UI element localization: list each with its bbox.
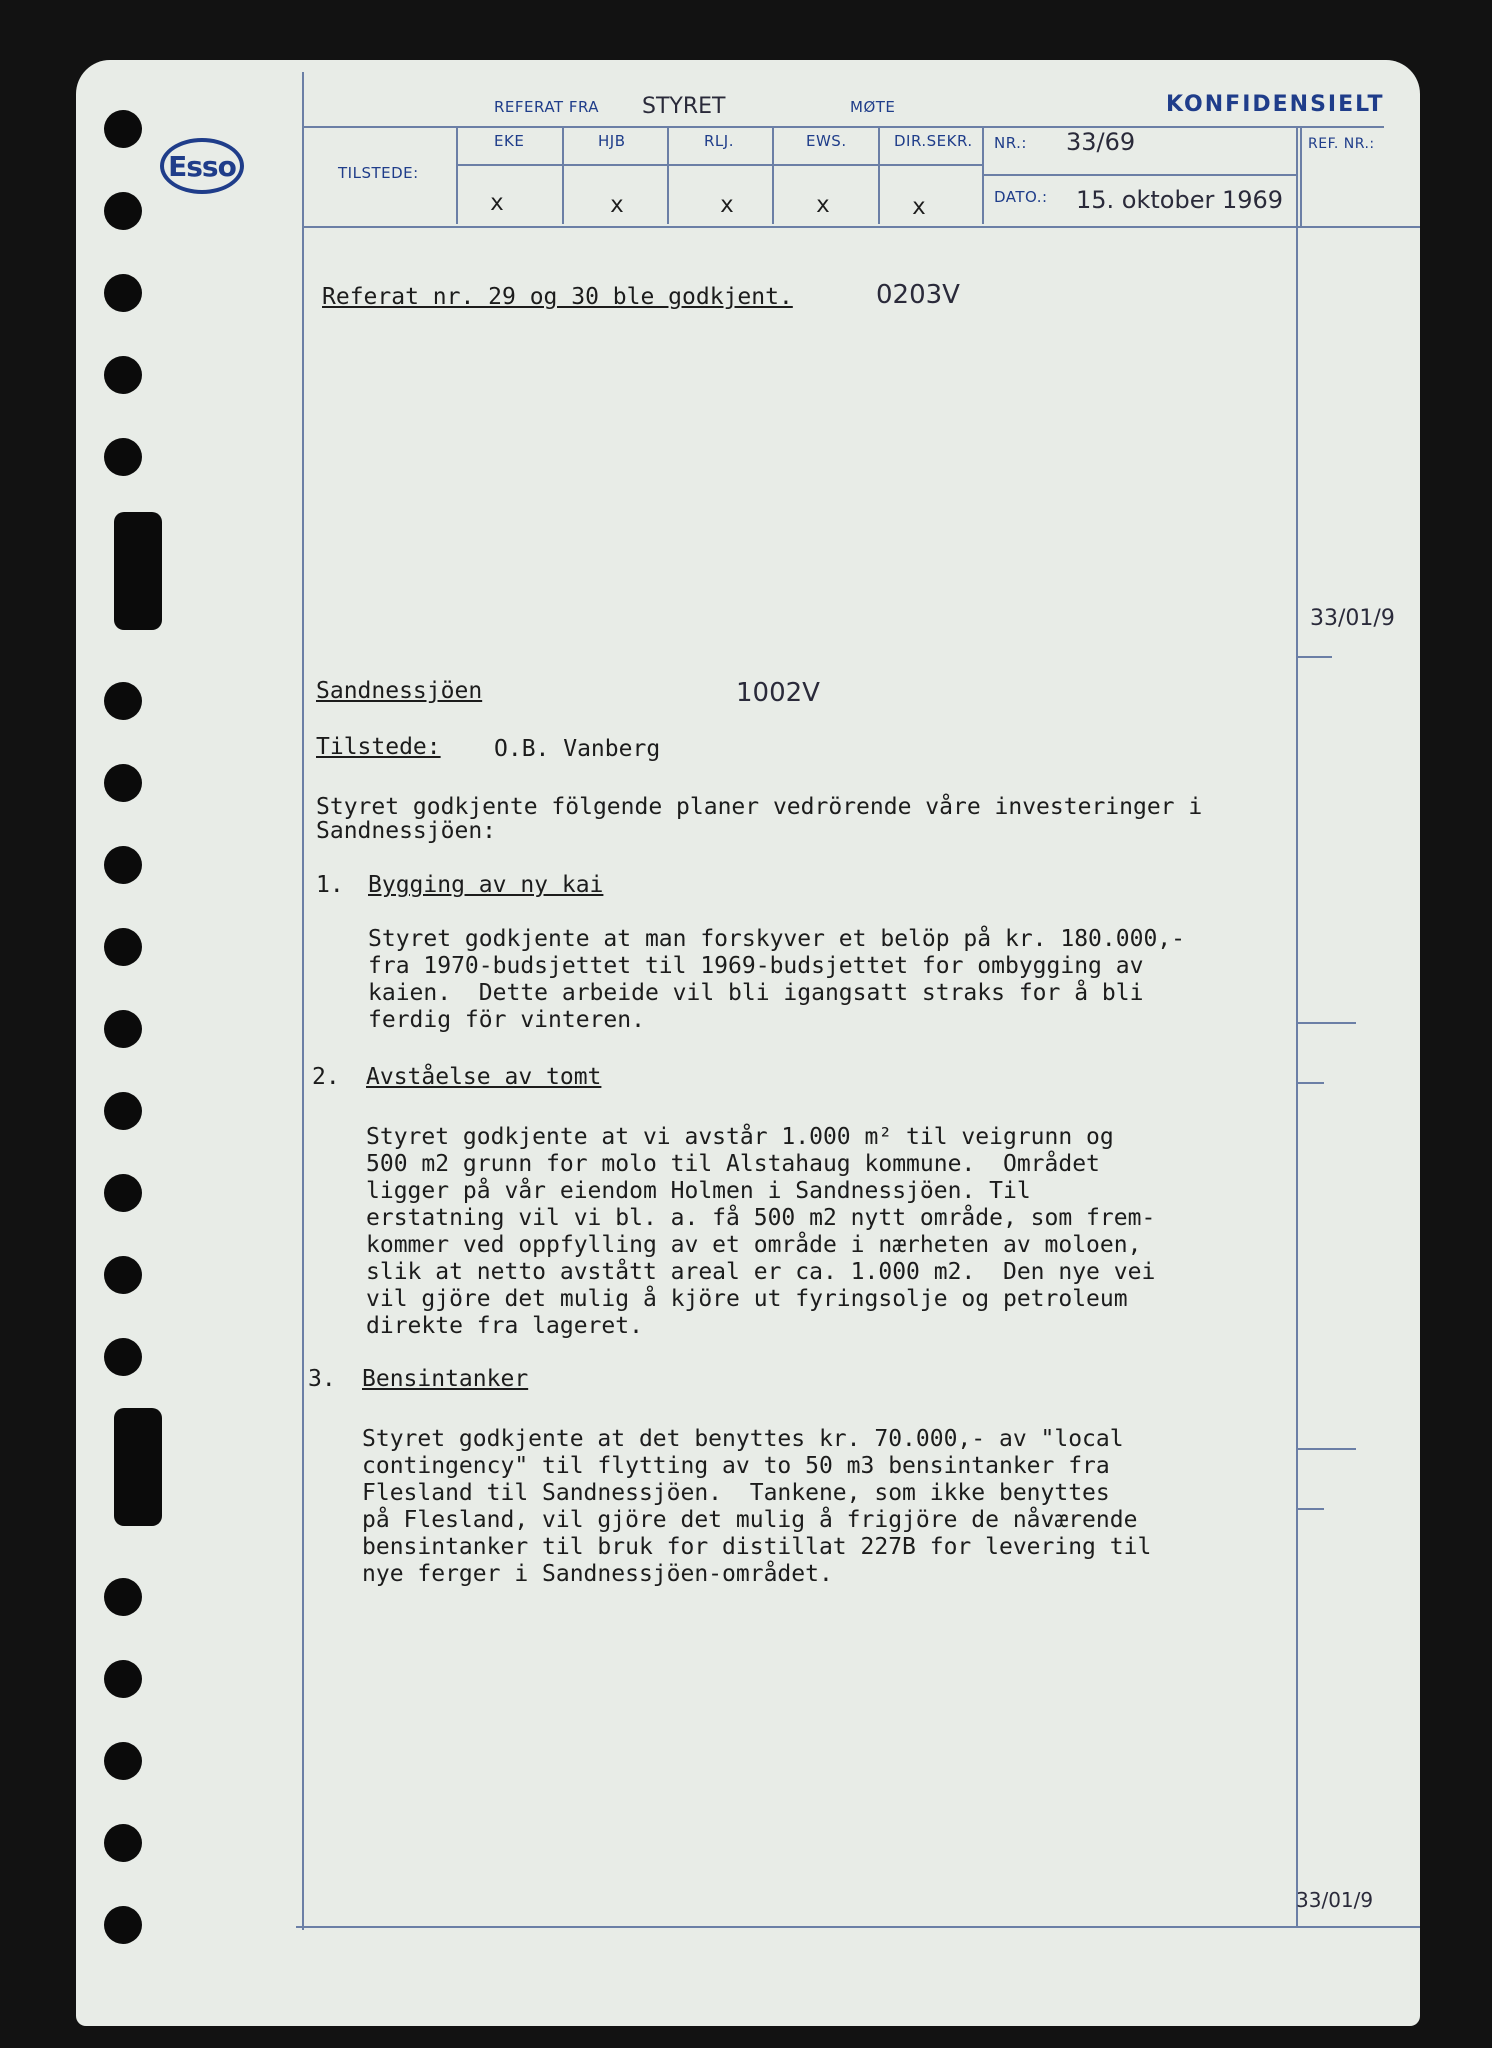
col-rule (878, 126, 880, 224)
binder-hole (104, 1256, 142, 1294)
present-label: Tilstede: (316, 734, 441, 760)
attendee-mark: x (610, 192, 624, 218)
item-number: 2. (312, 1064, 340, 1090)
attendee-code: HJB (598, 132, 626, 150)
tilstede-label: TILSTEDE: (338, 164, 419, 182)
col-rule (562, 126, 564, 224)
item-number: 1. (316, 872, 344, 898)
margin-tick (1296, 1448, 1356, 1450)
binder-tab (114, 512, 162, 630)
col-rule (772, 126, 774, 224)
mote-label: MØTE (850, 98, 896, 116)
margin-tick (1296, 1082, 1324, 1084)
binder-hole (104, 846, 142, 884)
attendee-code: EWS. (806, 132, 847, 150)
item-text-line: bensintanker til bruk for distillat 227B for levering til (362, 1534, 1152, 1560)
item-text-line: fra 1970-budsjettet til 1969-budsjettet for ombygging av (368, 953, 1144, 979)
nr-value: 33/69 (1066, 128, 1136, 156)
binder-hole (104, 682, 142, 720)
ref-col-rule (1300, 126, 1302, 226)
item-text-line: Styret godkjente at vi avstår 1.000 m² til veigrunn og (366, 1124, 1114, 1150)
attendee-mark: x (912, 194, 926, 220)
attendee-mark: x (816, 192, 830, 218)
margin-ref: 33/01/9 (1296, 1888, 1374, 1912)
margin-tick (1296, 1022, 1356, 1024)
binder-hole (104, 1742, 142, 1780)
attendee-code: DIR.SEKR. (894, 132, 973, 150)
item-title: Bensintanker (362, 1366, 529, 1392)
ref-nr-label: REF. NR.: (1308, 136, 1375, 152)
item-text-line: kommer ved oppfylling av et område i nærheten av moloen, (366, 1232, 1142, 1258)
referat-fra-label: REFERAT FRA (494, 98, 600, 116)
item-number: 3. (308, 1366, 336, 1392)
binder-hole (104, 1338, 142, 1376)
nr-label: NR.: (994, 134, 1027, 152)
item-text-line: på Flesland, vil gjöre det mulig å frigjöre de nåværende (362, 1507, 1138, 1533)
left-frame-rule (302, 72, 304, 1930)
binder-hole (104, 928, 142, 966)
binder-hole (104, 192, 142, 230)
item-text-line: erstatning vil vi bl. a. få 500 m2 nytt område, som frem- (366, 1205, 1156, 1231)
section-title: Sandnessjöen (316, 678, 483, 704)
binder-hole (104, 356, 142, 394)
meeting-body-value: STYRET (642, 94, 726, 119)
binder-hole (104, 1578, 142, 1616)
item-title: Bygging av ny kai (368, 872, 604, 898)
margin-tick (1296, 1508, 1324, 1510)
col-rule (667, 126, 669, 224)
binder-hole (104, 1010, 142, 1048)
present-name: O.B. Vanberg (494, 736, 661, 762)
binder-hole (104, 764, 142, 802)
item-text-line: Styret godkjente at man forskyver et belöp på kr. 180.000,- (368, 926, 1185, 952)
attendee-code: EKE (494, 132, 525, 150)
item-text-line: Styret godkjente at det benyttes kr. 70.000,- av "local (362, 1426, 1124, 1452)
approval-note: 0203V (876, 280, 960, 310)
item-text-line: ferdig för vinteren. (368, 1007, 645, 1033)
item-title: Avståelse av tomt (366, 1064, 602, 1090)
intro-line: Styret godkjente fölgende planer vedrörende våre investeringer i (316, 794, 1203, 820)
item-text-line: nye ferger i Sandnessjöen-området. (362, 1561, 833, 1587)
header-bottom-rule (302, 226, 1420, 228)
binder-hole (104, 1174, 142, 1212)
binder-hole (104, 1906, 142, 1944)
bottom-frame-rule (296, 1926, 1420, 1928)
section-note: 1002V (736, 678, 820, 708)
item-text-line: ligger på vår eiendom Holmen i Sandnessjöen. Til (366, 1178, 1031, 1204)
approval-line: Referat nr. 29 og 30 ble godkjent. (322, 284, 793, 310)
dato-value: 15. oktober 1969 (1076, 186, 1284, 214)
attendee-mark: x (720, 192, 734, 218)
item-text-line: direkte fra lageret. (366, 1313, 643, 1339)
binder-hole (104, 1660, 142, 1698)
binder-tab (114, 1408, 162, 1526)
item-text-line: slik at netto avstått areal er ca. 1.000 m2. Den nye vei (366, 1259, 1156, 1285)
binder-hole (104, 1824, 142, 1862)
right-margin-rule (1296, 126, 1298, 1926)
attendee-row-rule (456, 164, 982, 166)
binder-hole (104, 274, 142, 312)
item-text-line: kaien. Dette arbeide vil bli igangsatt straks for å bli (368, 980, 1144, 1006)
confidential-label: KONFIDENSIELT (1166, 92, 1385, 117)
margin-ref: 33/01/9 (1310, 606, 1395, 631)
document-page (76, 60, 1420, 2026)
item-text-line: Flesland til Sandnessjöen. Tankene, som ikke benyttes (362, 1480, 1110, 1506)
intro-line: Sandnessjöen: (316, 818, 497, 844)
nr-dato-rule (982, 174, 1298, 176)
esso-logo: Esso (160, 138, 244, 194)
binder-hole (104, 110, 142, 148)
item-text-line: vil gjöre det mulig å kjöre ut fyringsolje og petroleum (366, 1286, 1128, 1312)
binder-hole (104, 1092, 142, 1130)
col-rule (456, 126, 458, 224)
attendee-mark: x (490, 190, 504, 216)
attendee-code: RLJ. (704, 132, 734, 150)
binder-hole (104, 438, 142, 476)
item-text-line: 500 m2 grunn for molo til Alstahaug kommune. Området (366, 1151, 1100, 1177)
margin-tick (1296, 656, 1332, 658)
item-text-line: contingency" til flytting av to 50 m3 bensintanker fra (362, 1453, 1110, 1479)
dato-label: DATO.: (994, 188, 1048, 206)
header-rule (302, 126, 1384, 128)
